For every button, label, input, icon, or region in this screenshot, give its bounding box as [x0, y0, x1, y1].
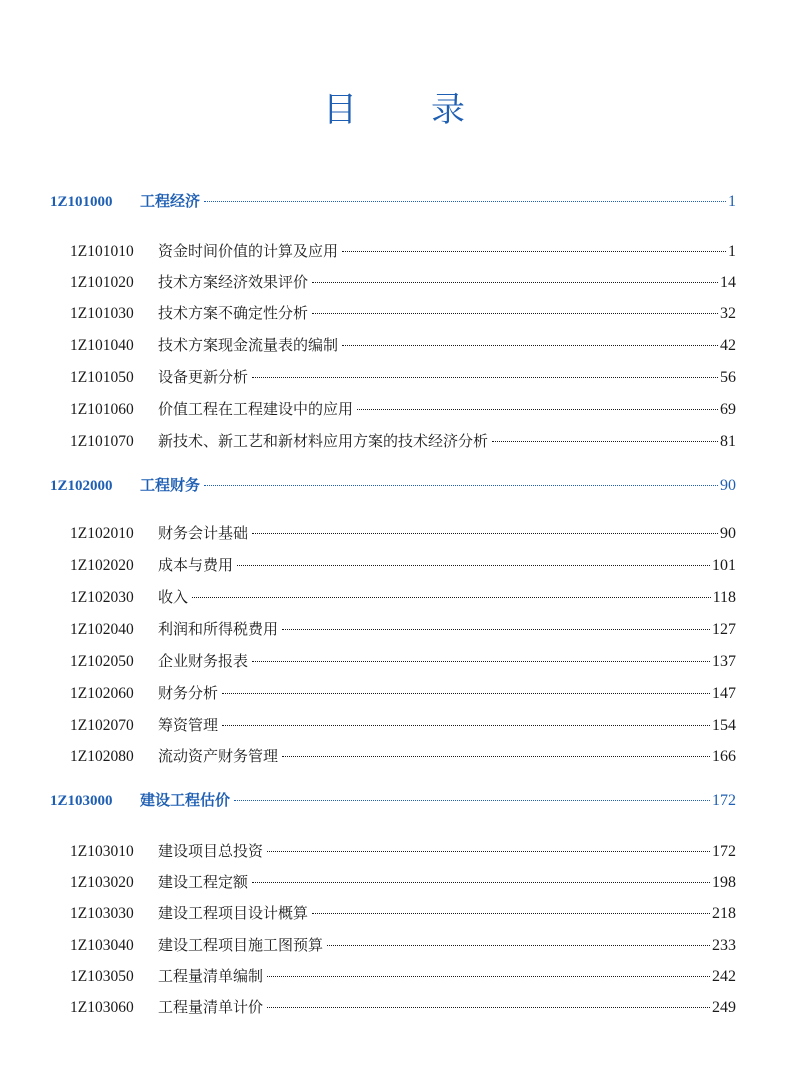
toc-entry-page-number: 242	[712, 968, 736, 985]
toc-entry-code: 1Z103020	[70, 874, 134, 891]
toc-dot-leader	[267, 1007, 710, 1008]
toc-entry-title: 建设工程估价	[140, 791, 231, 809]
toc-dot-leader	[342, 345, 718, 346]
toc-entry-code: 1Z101050	[70, 369, 134, 386]
toc-entry-code: 1Z101040	[70, 337, 134, 354]
toc-entry-code: 1Z103000	[50, 793, 113, 809]
toc-dot-leader	[312, 913, 710, 914]
toc-entry-page-number: 81	[720, 433, 736, 450]
toc-dot-leader	[252, 661, 710, 662]
toc-entry-code: 1Z102080	[70, 748, 134, 765]
toc-entry-code: 1Z103010	[70, 843, 134, 860]
toc-dot-leader	[267, 976, 710, 977]
toc-entry-code: 1Z102000	[50, 478, 113, 494]
toc-dot-leader	[234, 800, 710, 801]
toc-entry-code: 1Z101060	[70, 401, 134, 418]
toc-section-entry[interactable]	[70, 366, 736, 387]
toc-entry-page-number: 198	[712, 874, 736, 891]
toc-entry-code: 1Z102020	[70, 557, 134, 574]
toc-entry-page-number: 154	[712, 717, 736, 734]
toc-entry-title: 建设工程项目施工图预算	[158, 936, 324, 954]
toc-entry-code: 1Z103050	[70, 968, 134, 985]
toc-section-entry[interactable]	[70, 902, 736, 923]
toc-entry-title: 收入	[158, 588, 189, 606]
toc-entry-code: 1Z102060	[70, 685, 134, 702]
toc-entry-page-number: 1	[728, 243, 736, 260]
page-title	[0, 82, 790, 131]
toc-entry-code: 1Z103040	[70, 937, 134, 954]
toc-dot-leader	[252, 533, 718, 534]
toc-chapter-entry[interactable]	[50, 789, 736, 810]
toc-entry-title: 设备更新分析	[158, 368, 249, 386]
toc-dot-leader	[204, 201, 726, 202]
toc-entry-title: 财务会计基础	[158, 524, 249, 542]
toc-section-entry[interactable]	[70, 682, 736, 703]
toc-chapter-entry[interactable]	[50, 190, 736, 211]
toc-entry-title: 流动资产财务管理	[158, 747, 279, 765]
toc-dot-leader	[492, 441, 718, 442]
toc-entry-title: 成本与费用	[158, 556, 234, 574]
page-title-char-2: 录	[431, 90, 467, 130]
toc-dot-leader	[312, 313, 718, 314]
toc-section-entry[interactable]	[70, 586, 736, 607]
toc-dot-leader	[204, 485, 718, 486]
toc-entry-title: 建设项目总投资	[158, 842, 264, 860]
toc-section-entry[interactable]	[70, 650, 736, 671]
toc-entry-code: 1Z102030	[70, 589, 134, 606]
toc-section-entry[interactable]	[70, 965, 736, 986]
toc-entry-code: 1Z101000	[50, 194, 113, 210]
toc-entry-page-number: 101	[712, 557, 736, 574]
toc-section-entry[interactable]	[70, 714, 736, 735]
toc-dot-leader	[342, 251, 726, 252]
toc-dot-leader	[192, 597, 711, 598]
page-title-char-1: 目	[323, 90, 359, 130]
toc-entry-page-number: 14	[720, 274, 736, 291]
toc-dot-leader	[282, 629, 710, 630]
toc-section-entry[interactable]	[70, 618, 736, 639]
toc-entry-page-number: 172	[712, 843, 736, 860]
toc-entry-page-number: 32	[720, 305, 736, 322]
toc-entry-title: 财务分析	[158, 684, 219, 702]
toc-dot-leader	[282, 756, 710, 757]
toc-entry-title: 建设工程项目设计概算	[158, 904, 309, 922]
toc-entry-page-number: 127	[712, 621, 736, 638]
toc-entry-code: 1Z103060	[70, 999, 134, 1016]
toc-entry-title: 利润和所得税费用	[158, 620, 279, 638]
toc-entry-title: 工程财务	[140, 476, 201, 494]
toc-entry-page-number: 233	[712, 937, 736, 954]
toc-entry-title: 新技术、新工艺和新材料应用方案的技术经济分析	[158, 432, 489, 450]
toc-section-entry[interactable]	[70, 430, 736, 451]
toc-dot-leader	[267, 851, 710, 852]
toc-section-entry[interactable]	[70, 554, 736, 575]
toc-section-entry[interactable]	[70, 398, 736, 419]
toc-dot-leader	[252, 377, 718, 378]
toc-entry-title: 工程经济	[140, 192, 201, 210]
toc-section-entry[interactable]	[70, 934, 736, 955]
toc-entry-code: 1Z101070	[70, 433, 134, 450]
toc-entry-code: 1Z101010	[70, 243, 134, 260]
toc-entry-code: 1Z102070	[70, 717, 134, 734]
toc-chapter-entry[interactable]	[50, 474, 736, 495]
toc-entry-title: 技术方案不确定性分析	[158, 304, 309, 322]
toc-section-entry[interactable]	[70, 522, 736, 543]
toc-section-entry[interactable]	[70, 996, 736, 1017]
toc-entry-page-number: 172	[712, 792, 736, 809]
toc-section-entry[interactable]	[70, 745, 736, 766]
toc-entry-page-number: 118	[712, 589, 736, 606]
toc-section-entry[interactable]	[70, 302, 736, 323]
toc-entry-code: 1Z101020	[70, 274, 134, 291]
toc-entry-page-number: 90	[720, 525, 736, 542]
toc-entry-page-number: 166	[712, 748, 736, 765]
toc-entry-title: 企业财务报表	[158, 652, 249, 670]
toc-section-entry[interactable]	[70, 840, 736, 861]
toc-entry-title: 技术方案现金流量表的编制	[158, 336, 339, 354]
toc-entry-code: 1Z103030	[70, 905, 134, 922]
toc-dot-leader	[222, 725, 710, 726]
toc-entry-code: 1Z102040	[70, 621, 134, 638]
toc-entry-page-number: 42	[720, 337, 736, 354]
toc-entry-title: 工程量清单计价	[158, 998, 264, 1016]
toc-entry-page-number: 90	[720, 477, 736, 494]
toc-entry-code: 1Z101030	[70, 305, 134, 322]
toc-dot-leader	[327, 945, 710, 946]
toc-entry-title: 工程量清单编制	[158, 967, 264, 985]
toc-dot-leader	[252, 882, 710, 883]
toc-entry-title: 建设工程定额	[158, 873, 249, 891]
toc-entry-page-number: 218	[712, 905, 736, 922]
toc-dot-leader	[222, 693, 710, 694]
toc-entry-title: 技术方案经济效果评价	[158, 273, 309, 291]
toc-entry-page-number: 249	[712, 999, 736, 1016]
toc-entry-page-number: 1	[728, 193, 736, 210]
toc-entry-page-number: 147	[712, 685, 736, 702]
toc-dot-leader	[237, 565, 710, 566]
toc-entry-title: 资金时间价值的计算及应用	[158, 242, 339, 260]
toc-dot-leader	[312, 282, 718, 283]
toc-entry-code: 1Z102010	[70, 525, 134, 542]
toc-entry-title: 价值工程在工程建设中的应用	[158, 400, 354, 418]
toc-entry-page-number: 69	[720, 401, 736, 418]
toc-section-entry[interactable]	[70, 871, 736, 892]
toc-entry-page-number: 56	[720, 369, 736, 386]
toc-entry-code: 1Z102050	[70, 653, 134, 670]
toc-entry-page-number: 137	[712, 653, 736, 670]
toc-section-entry[interactable]	[70, 334, 736, 355]
toc-section-entry[interactable]	[70, 240, 736, 261]
toc-entry-title: 筹资管理	[158, 716, 219, 734]
toc-dot-leader	[357, 409, 718, 410]
toc-section-entry[interactable]	[70, 271, 736, 292]
